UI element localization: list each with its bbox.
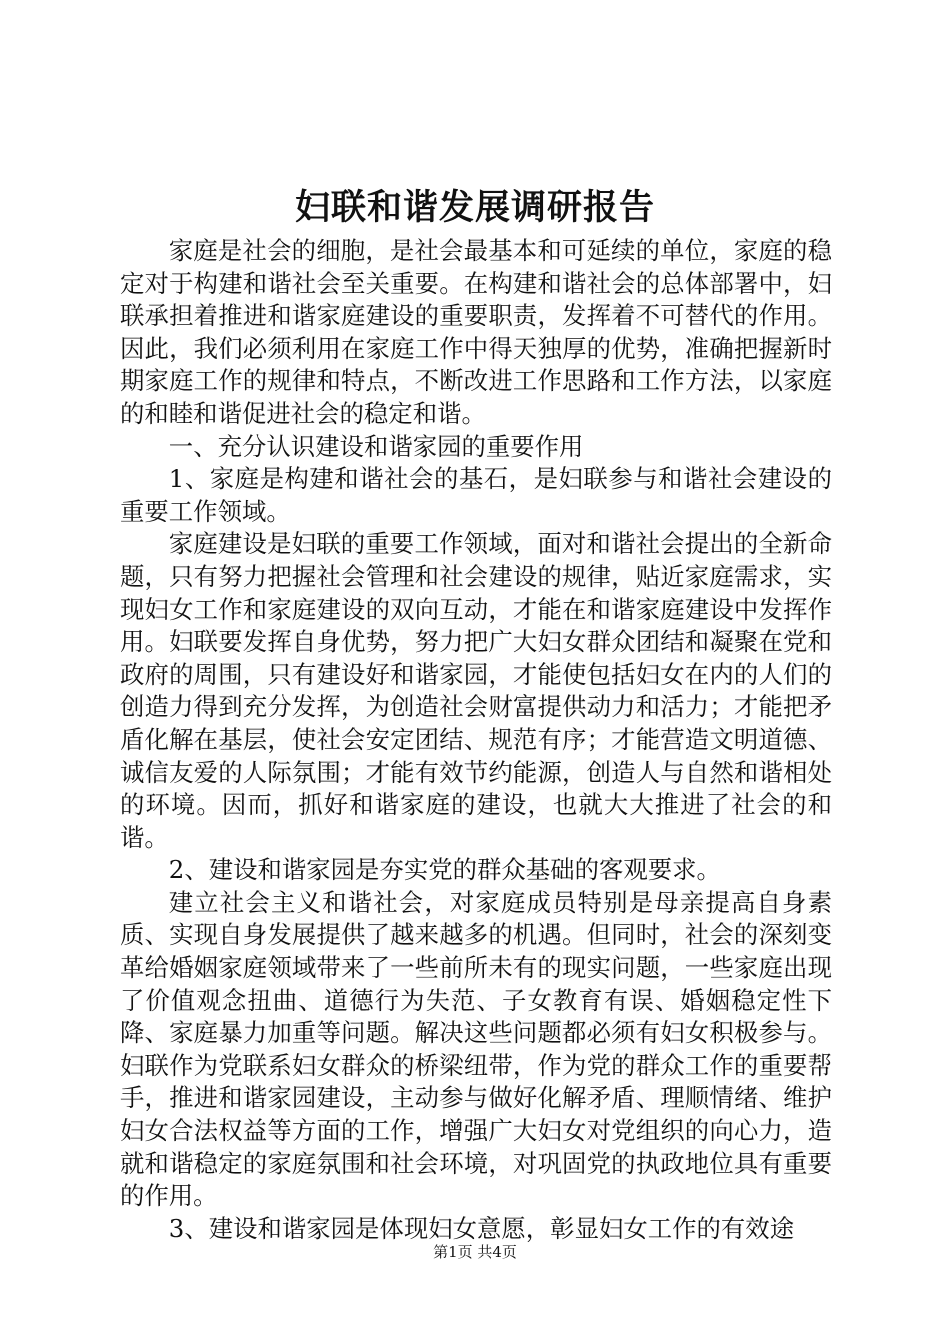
subheading-2: 2、建设和谐家园是夯实党的群众基础的客观要求。 [168, 855, 721, 885]
paragraph-socialist-harmony: 建立社会主义和谐社会，对家庭成员特别是母亲提高自身素质、实现自身发展提供了越来越多的机遇。但同时，社会的深刻变革给婚姻家庭领域带来了一些前所未有的现实问题，一些家庭出现了价值观念扭曲、道德行为失范、子女教育有误、婚姻稳定性下降、家庭暴力加重等问题。解决这些问题都必须有妇女积极参与。妇联作为党联系妇女群众的桥梁纽带，作为党的群众工作的重要帮手，推进和谐家园建设，主动参与做好化解矛盾、理顺情绪、维护妇女合法权益等方面的工作，增强广大妇女对党组织的向心力，造就和谐稳定的家庭氛围和社会环境，对巩固党的执政地位具有重要的作用。 [120, 887, 832, 1211]
subheading-3: 3、建设和谐家园是体现妇女意愿，彰显妇女工作的有效途 [168, 1213, 795, 1243]
subheading-1: 1、家庭是构建和谐社会的基石，是妇联参与和谐社会建设的重要工作领域。 [120, 464, 832, 526]
paragraph-family-building: 家庭建设是妇联的重要工作领域，面对和谐社会提出的全新命题，只有努力把握社会管理和社会建设的规律，贴近家庭需求，实现妇女工作和家庭建设的双向互动，才能在和谐家庭建设中发挥作用。妇联要发挥自身优势，努力把广大妇女群众团结和凝聚在党和政府的周围，只有建设好和谐家园，才能使包括妇女在内的人们的创造力得到充分发挥，为创造社会财富提供动力和活力；才能把矛盾化解在基层，使社会安定团结、规范有序；才能营造文明道德、诚信友爱的人际氛围；才能有效节约能源，创造人与自然和谐相处的环境。因而，抓好和谐家庭的建设，也就大大推进了社会的和谐。 [120, 529, 832, 852]
document-body [120, 235, 832, 1245]
section-heading-1: 一、充分认识建设和谐家园的重要作用 [168, 431, 584, 461]
page-footer: 第1页 共4页 [433, 1243, 517, 1261]
document-title: 妇联和谐发展调研报告 [294, 187, 655, 228]
paragraph-intro: 家庭是社会的细胞，是社会最基本和可延续的单位，家庭的稳定对于构建和谐社会至关重要。在构建和谐社会的总体部署中，妇联承担着推进和谐家庭建设的重要职责，发挥着不可替代的作用。因此，我们必须利用在家庭工作中得天独厚的优势，准确把握新时期家庭工作的规律和特点，不断改进工作思路和工作方法，以家庭的和睦和谐促进社会的稳定和谐。 [120, 236, 832, 428]
